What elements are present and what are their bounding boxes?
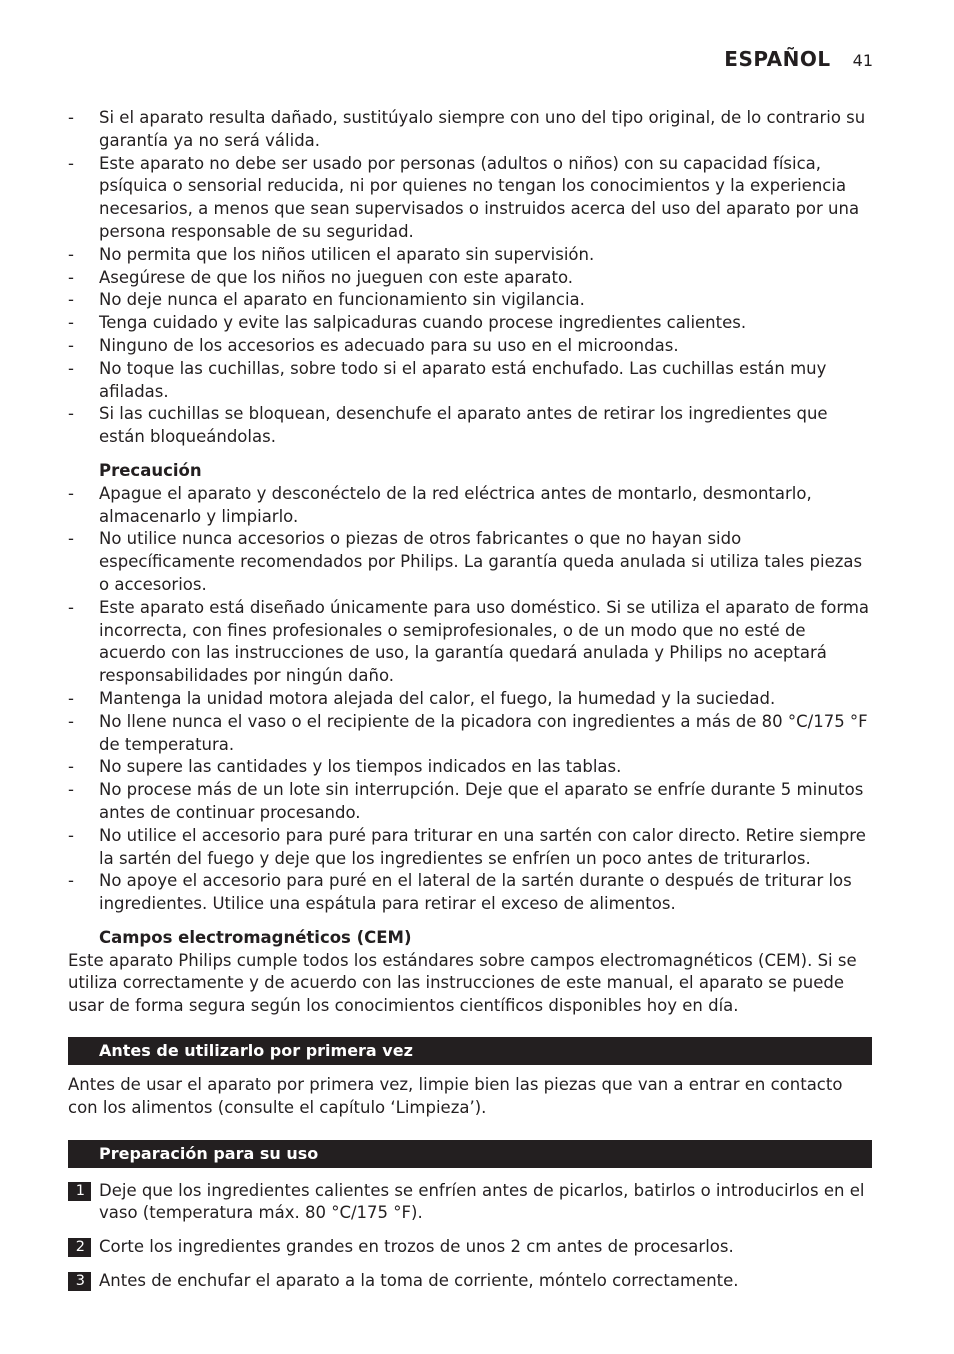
section-heading-preparation: Preparación para su uso	[68, 1140, 872, 1168]
list-item: - Si las cuchillas se bloquean, desenchufe el aparato antes de retirar los ingredientes que están bloqueándolas.	[68, 403, 872, 449]
language-label: ESPAÑOL	[724, 47, 831, 71]
step-text: Deje que los ingredientes calientes se enfríen antes de picarlos, batirlos o introducirlos en el vaso (temperatura máx. 80 °C/175 °F).	[99, 1180, 865, 1223]
list-item: - No permita que los niños utilicen el aparato sin supervisión.	[68, 244, 872, 267]
page-content	[68, 107, 872, 1304]
list-item: - No deje nunca el aparato en funcionamiento sin vigilancia.	[68, 289, 872, 312]
step-number: 1	[68, 1182, 91, 1201]
list-item: - No procese más de un lote sin interrupción. Deje que el aparato se enfríe durante 5 minutos antes de continuar procesando.	[68, 779, 872, 825]
emf-heading: Campos electromagnéticos (CEM)	[99, 927, 412, 947]
list-item: - No supere las cantidades y los tiempos indicados en las tablas.	[68, 756, 872, 779]
page-header	[724, 47, 873, 71]
caution-heading: Precaución	[99, 460, 202, 480]
list-item: - Este aparato está diseñado únicamente para uso doméstico. Si se utiliza el aparato de forma incorrecta, con fines profesionales o semiprofesionales, o de un modo que no esté de acuerdo con las instrucciones de uso, la garantía quedará anulada y Philips no aceptará responsabilidades por ningún daño.	[68, 597, 872, 688]
warnings-list	[68, 107, 872, 449]
preparation-steps	[68, 1180, 872, 1293]
emf-paragraph: Este aparato Philips cumple todos los estándares sobre campos electromagnéticos (CEM). Si se utiliza correctamente y de acuerdo con las instrucciones de este manual, el aparato se puede usar de forma segura según los conocimientos científicos disponibles hoy en día.	[68, 950, 857, 1016]
list-item: - No utilice el accesorio para puré para triturar en una sartén con calor directo. Retire siempre la sartén del fuego y deje que los ingredientes se enfríen un poco antes de triturarlos.	[68, 825, 872, 871]
step-text: Antes de enchufar el aparato a la toma de corriente, móntelo correctamente.	[99, 1271, 739, 1291]
step-item	[68, 1270, 872, 1293]
list-item: - No utilice nunca accesorios o piezas de otros fabricantes o que no hayan sido específicamente recomendados por Philips. La garantía queda anulada si utiliza tales piezas o accesorios.	[68, 528, 872, 596]
step-number: 3	[68, 1272, 91, 1291]
section-heading-first-use: Antes de utilizarlo por primera vez	[68, 1037, 872, 1065]
step-item	[68, 1236, 872, 1259]
page-number: 41	[852, 51, 873, 70]
list-item: - Este aparato no debe ser usado por personas (adultos o niños) con su capacidad física, psíquica o sensorial reducida, ni por quienes no tengan los conocimientos y la experiencia necesarios, a menos que sean supervisados o instruidos acerca del uso del aparato por una persona responsable de su seguridad.	[68, 153, 872, 244]
list-item: - Si el aparato resulta dañado, sustitúyalo siempre con uno del tipo original, de lo contrario su garantía ya no será válida.	[68, 107, 872, 153]
list-item: - No toque las cuchillas, sobre todo si el aparato está enchufado. Las cuchillas están muy afiladas.	[68, 358, 872, 404]
list-item: - Tenga cuidado y evite las salpicaduras cuando procese ingredientes calientes.	[68, 312, 872, 335]
first-use-paragraph: Antes de usar el aparato por primera vez, limpie bien las piezas que van a entrar en contacto con los alimentos (consulte el capítulo ‘Limpieza’).	[68, 1075, 843, 1117]
list-item: - Asegúrese de que los niños no jueguen con este aparato.	[68, 267, 872, 290]
list-item: - No apoye el accesorio para puré en el lateral de la sartén durante o después de triturar los ingredientes. Utilice una espátula para retirar el exceso de alimentos.	[68, 870, 872, 916]
list-item: - Apague el aparato y desconéctelo de la red eléctrica antes de montarlo, desmontarlo, almacenarlo y limpiarlo.	[68, 483, 872, 529]
caution-list	[68, 483, 872, 916]
step-text: Corte los ingredientes grandes en trozos de unos 2 cm antes de procesarlos.	[99, 1237, 734, 1257]
list-item: - Mantenga la unidad motora alejada del calor, el fuego, la humedad y la suciedad.	[68, 688, 872, 711]
list-item: - Ninguno de los accesorios es adecuado para su uso en el microondas.	[68, 335, 872, 358]
step-number: 2	[68, 1238, 91, 1257]
step-item	[68, 1180, 872, 1226]
list-item: - No llene nunca el vaso o el recipiente de la picadora con ingredientes a más de 80 °C/175 °F de temperatura.	[68, 711, 872, 757]
